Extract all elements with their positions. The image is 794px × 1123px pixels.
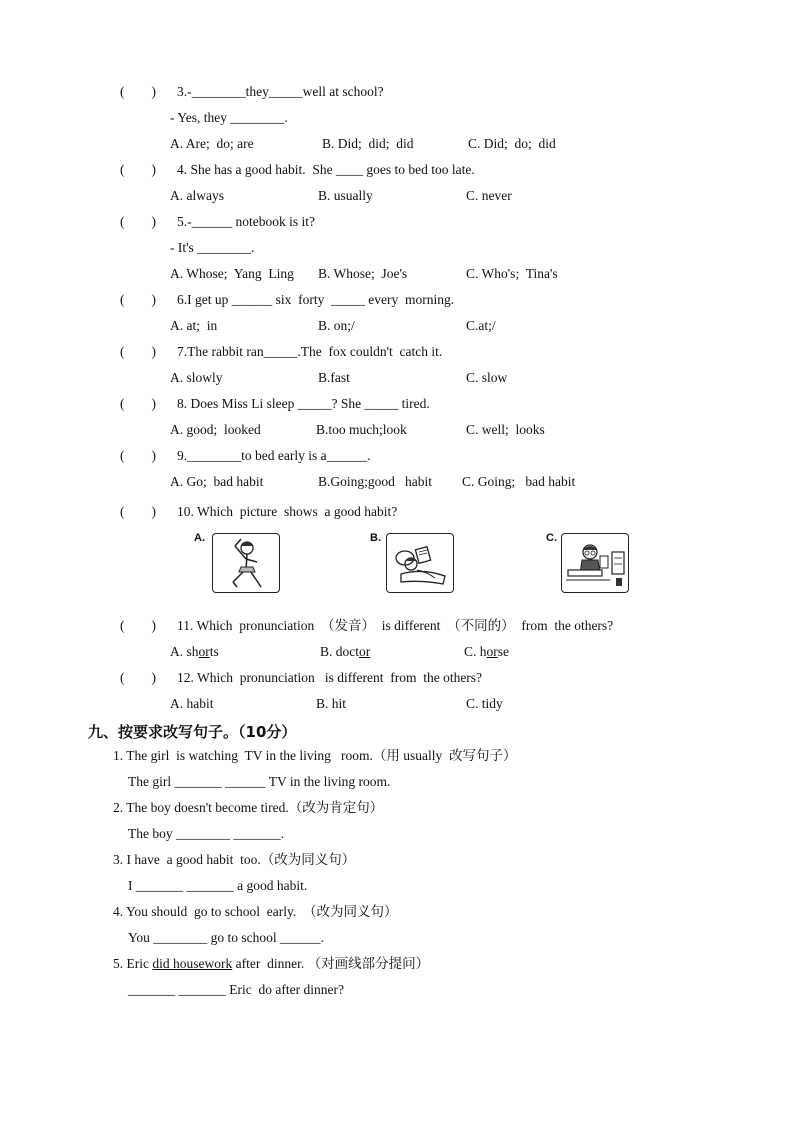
option-c[interactable]: C. tidy (466, 696, 503, 711)
option-a[interactable]: A. shorts (170, 644, 219, 659)
picture-a-label: A. (194, 532, 205, 544)
option-c[interactable]: C.at;/ (466, 318, 496, 333)
answer-blank[interactable]: ( ) (120, 214, 156, 229)
picture-b-reading-in-bed[interactable] (386, 533, 454, 593)
rewrite-3-answer[interactable]: I _______ _______ a good habit. (128, 878, 308, 893)
answer-blank[interactable]: ( ) (120, 162, 156, 177)
option-b[interactable]: B.fast (318, 370, 350, 385)
option-a[interactable]: A. at; in (170, 318, 218, 333)
rewrite-2-question: 2. The boy doesn't become tired.（改为肯定句） (113, 800, 384, 815)
option-c[interactable]: C. Who's; Tina's (466, 266, 558, 281)
question-3-stem: 3.-________they_____well at school? (177, 84, 384, 99)
computer-at-night-icon (562, 534, 628, 592)
reading-in-bed-icon (387, 534, 453, 592)
question-5-stem: 5.-______ notebook is it? (177, 214, 315, 229)
option-c[interactable]: C. horse (464, 644, 510, 659)
question-10-stem: 10. Which picture shows a good habit? (177, 504, 398, 519)
question-3-sub: - Yes, they ________. (170, 110, 288, 125)
rewrite-4-question: 4. You should go to school early. （改为同义句） (113, 904, 398, 919)
answer-blank[interactable]: ( ) (120, 670, 156, 685)
answer-blank[interactable]: ( ) (120, 448, 156, 463)
section-title: 九、按要求改写句子。（10分） (88, 723, 297, 741)
rewrite-1-answer[interactable]: The girl _______ ______ TV in the living room. (128, 774, 391, 789)
option-b[interactable]: B. on;/ (318, 318, 355, 333)
option-c[interactable]: C. well; looks (466, 422, 545, 437)
option-c[interactable]: C. never (466, 188, 512, 203)
option-a[interactable]: A. slowly (170, 370, 223, 385)
question-6-stem: 6.I get up ______ six forty _____ every morning. (177, 292, 455, 307)
answer-blank[interactable]: ( ) (120, 292, 156, 307)
exercising-girl-icon (213, 534, 279, 592)
option-b[interactable]: B. hit (316, 696, 347, 711)
answer-blank[interactable]: ( ) (120, 504, 156, 519)
rewrite-4-answer[interactable]: You ________ go to school ______. (128, 930, 324, 945)
option-a[interactable]: A. Whose; Yang Ling (170, 266, 294, 281)
option-a[interactable]: A. always (170, 188, 224, 203)
option-b[interactable]: B. doctor (320, 644, 371, 659)
rewrite-3-question: 3. I have a good habit too.（改为同义句） (113, 852, 356, 867)
option-a[interactable]: A. habit (170, 696, 214, 711)
option-a[interactable]: A. Are; do; are (170, 136, 254, 151)
question-8-stem: 8. Does Miss Li sleep _____? She _____ tired. (177, 396, 430, 411)
option-c[interactable]: C. Did; do; did (468, 136, 556, 151)
option-c[interactable]: C. Going; bad habit (462, 474, 576, 489)
rewrite-5-question: 5. Eric did housework after dinner. （对画线部分提问） (113, 956, 430, 971)
option-b[interactable]: B. usually (318, 188, 373, 203)
answer-blank[interactable]: ( ) (120, 84, 156, 99)
picture-c-computer-at-night[interactable] (561, 533, 629, 593)
question-5-sub: - It's ________. (170, 240, 255, 255)
rewrite-1-question: 1. The girl is watching TV in the living room.（用 usually 改写句子） (113, 748, 517, 763)
picture-a-exercising-girl[interactable] (212, 533, 280, 593)
option-b[interactable]: B. Did; did; did (322, 136, 414, 151)
option-a[interactable]: A. Go; bad habit (170, 474, 264, 489)
answer-blank[interactable]: ( ) (120, 344, 156, 359)
option-b[interactable]: B.Going;good habit (318, 474, 432, 489)
rewrite-5-answer[interactable]: _______ _______ Eric do after dinner? (128, 982, 344, 997)
question-4-stem: 4. She has a good habit. She ____ goes to bed too late. (177, 162, 475, 177)
option-c[interactable]: C. slow (466, 370, 508, 385)
answer-blank[interactable]: ( ) (120, 396, 156, 411)
question-12-stem: 12. Which pronunciation is different from the others? (177, 670, 483, 685)
question-9-stem: 9.________to bed early is a______. (177, 448, 371, 463)
question-7-stem: 7.The rabbit ran_____.The fox couldn't catch it. (177, 344, 443, 359)
picture-c-label: C. (546, 532, 557, 544)
option-b[interactable]: B. Whose; Joe's (318, 266, 408, 281)
question-11-stem: 11. Which pronunciation （发音） is different （不同的） from the others? (177, 618, 614, 633)
rewrite-2-answer[interactable]: The boy ________ _______. (128, 826, 284, 841)
option-a[interactable]: A. good; looked (170, 422, 261, 437)
option-b[interactable]: B.too much;look (316, 422, 407, 437)
answer-blank[interactable]: ( ) (120, 618, 156, 633)
picture-b-label: B. (370, 532, 381, 544)
